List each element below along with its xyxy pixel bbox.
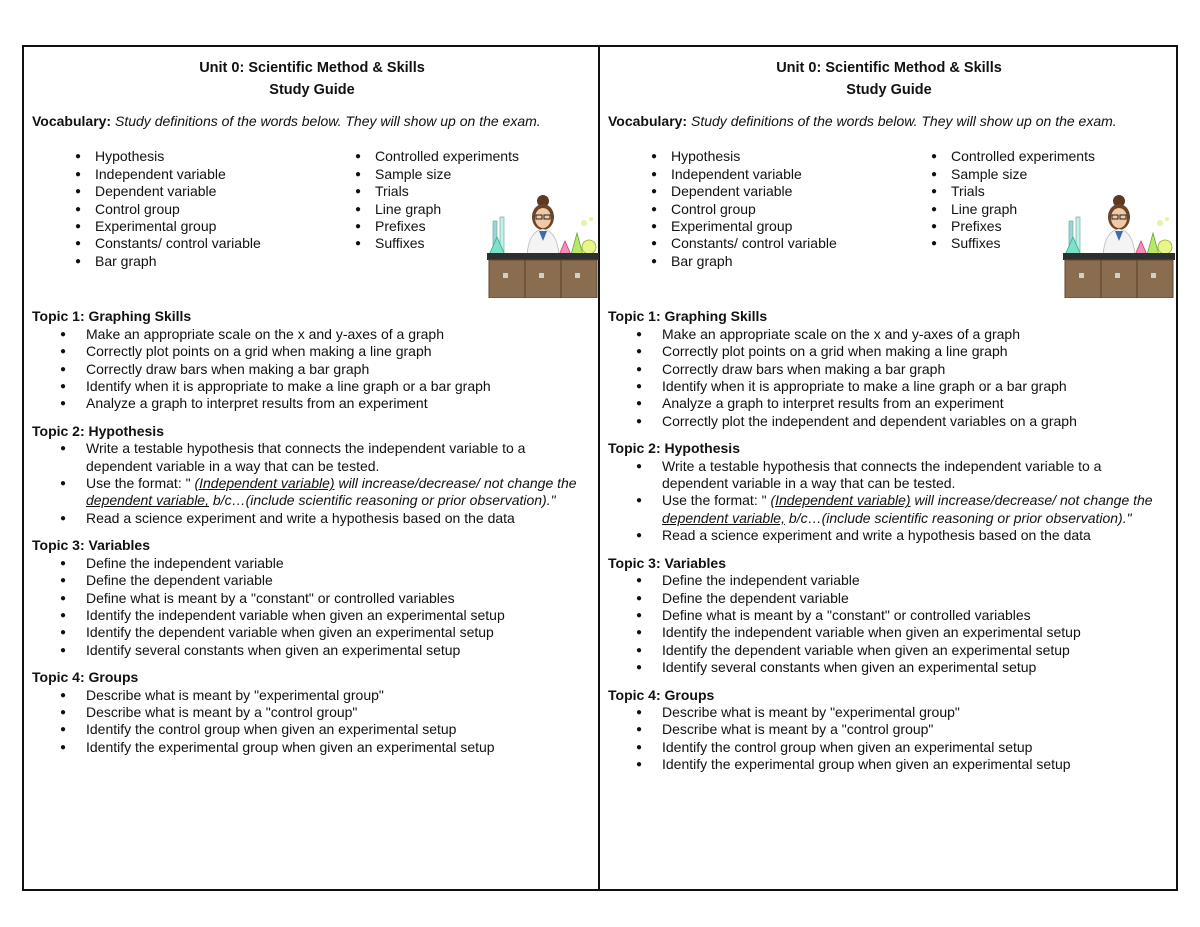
scientist-lab-illustration xyxy=(1063,193,1175,298)
topic-item: ● Define the dependent variable xyxy=(32,572,592,589)
topic-item: ● Define what is meant by a "constant" or controlled variables xyxy=(32,590,592,607)
vocabulary-word: ● Prefixes xyxy=(320,218,519,235)
topic-item-format xyxy=(32,475,592,510)
topic-list xyxy=(608,704,1170,774)
topic-variables xyxy=(32,537,592,659)
vocabulary-word: ● Prefixes xyxy=(896,218,1095,235)
vocabulary-word: ● Constants/ control variable xyxy=(616,235,837,252)
vocabulary-word: ● Experimental group xyxy=(616,218,837,235)
vocabulary-word: ● Suffixes xyxy=(896,235,1095,252)
topic-item: ● Write a testable hypothesis that connects the independent variable to a dependent variable in a way that can be tested. xyxy=(608,458,1170,493)
vocabulary-word: ● Experimental group xyxy=(40,218,261,235)
study-guide-sheet xyxy=(22,45,1178,891)
topic-item: ● Identify the experimental group when given an experimental setup xyxy=(608,756,1170,773)
topic-heading: Topic 1: Graphing Skills xyxy=(608,308,768,325)
panel-right xyxy=(600,47,1176,889)
format-middle: will increase/decrease/ not change the xyxy=(334,475,577,492)
topic-list xyxy=(32,687,592,757)
topic-heading: Topic 1: Graphing Skills xyxy=(32,308,192,325)
vocabulary-label: Vocabulary: xyxy=(608,113,688,129)
vocabulary-text: Study definitions of the words below. They will show up on the exam. xyxy=(111,113,541,129)
vocabulary-word: ● Trials xyxy=(896,183,1095,200)
format-dependent-variable: dependent variable, xyxy=(86,492,209,509)
format-suffix: b/c…(include scientific reasoning or prior observation)." xyxy=(785,509,1132,526)
format-prefix: Use the format: " xyxy=(86,475,195,492)
vocabulary-word: ● Line graph xyxy=(896,201,1095,218)
topic-item: ● Identify the control group when given an experimental setup xyxy=(608,739,1170,756)
vocabulary-word: ● Dependent variable xyxy=(616,183,837,200)
vocabulary-list xyxy=(32,148,592,298)
topic-item: ● Correctly draw bars when making a bar graph xyxy=(32,361,592,378)
vocabulary-word: ● Controlled experiments xyxy=(896,148,1095,165)
topic-list xyxy=(608,572,1170,676)
topic-item: ● Analyze a graph to interpret results from an experiment xyxy=(32,395,592,412)
topic-item: ● Identify when it is appropriate to make a line graph or a bar graph xyxy=(32,378,592,395)
vocabulary-word: ● Sample size xyxy=(896,166,1095,183)
vocabulary-word: ● Hypothesis xyxy=(40,148,261,165)
topic-graphing-skills xyxy=(608,308,1170,430)
topic-item: ● Make an appropriate scale on the x and y-axes of a graph xyxy=(608,326,1170,343)
format-middle: will increase/decrease/ not change the xyxy=(910,492,1153,509)
topic-list xyxy=(608,326,1170,430)
topic-list xyxy=(32,440,592,527)
vocabulary-instruction xyxy=(608,113,1170,130)
topic-item: ● Describe what is meant by "experimental group" xyxy=(32,687,592,704)
topic-item: ● Make an appropriate scale on the x and y-axes of a graph xyxy=(32,326,592,343)
topic-heading: Topic 3: Variables xyxy=(608,554,727,571)
topic-item: ● Define the independent variable xyxy=(32,555,592,572)
vocabulary-word: ● Controlled experiments xyxy=(320,148,519,165)
topic-item: ● Identify when it is appropriate to make a line graph or a bar graph xyxy=(608,378,1170,395)
topic-groups xyxy=(32,669,592,756)
vocabulary-word: ● Independent variable xyxy=(40,166,261,183)
title-line-2: Study Guide xyxy=(846,82,932,98)
topic-item-format xyxy=(608,492,1170,527)
topic-item: ● Correctly plot points on a grid when making a line graph xyxy=(608,343,1170,360)
topic-graphing-skills xyxy=(32,308,592,412)
vocabulary-word: ● Sample size xyxy=(320,166,519,183)
topic-item: ● Read a science experiment and write a hypothesis based on the data xyxy=(608,527,1170,544)
topic-item: ● Identify the dependent variable when given an experimental setup xyxy=(32,624,592,641)
format-prefix: Use the format: " xyxy=(662,492,771,509)
topic-item: ● Identify the independent variable when given an experimental setup xyxy=(608,624,1170,641)
topic-heading: Topic 2: Hypothesis xyxy=(32,422,164,439)
topic-heading: Topic 4: Groups xyxy=(608,686,715,703)
topic-hypothesis xyxy=(32,423,592,527)
topic-hypothesis xyxy=(608,440,1170,544)
topic-item: ● Correctly plot points on a grid when making a line graph xyxy=(32,343,592,360)
vocabulary-word: ● Line graph xyxy=(320,201,519,218)
page-title xyxy=(32,57,592,101)
panel-left xyxy=(24,47,600,889)
topic-heading: Topic 3: Variables xyxy=(32,537,151,554)
topic-item: ● Analyze a graph to interpret results from an experiment xyxy=(608,395,1170,412)
topic-item: ● Identify several constants when given an experimental setup xyxy=(608,659,1170,676)
topic-item: ● Identify the dependent variable when given an experimental setup xyxy=(608,642,1170,659)
vocabulary-column-1 xyxy=(40,148,261,270)
topic-item: ● Write a testable hypothesis that connects the independent variable to a dependent variable in a way that can be tested. xyxy=(32,440,592,475)
title-line-1: Unit 0: Scientific Method & Skills xyxy=(776,60,1002,76)
topic-item: ● Define what is meant by a "constant" or controlled variables xyxy=(608,607,1170,624)
topic-list xyxy=(32,555,592,659)
vocabulary-list xyxy=(608,148,1170,298)
scientist-lab-illustration xyxy=(487,193,599,298)
topic-item: ● Describe what is meant by a "control group" xyxy=(32,704,592,721)
topic-item: ● Identify the control group when given an experimental setup xyxy=(32,721,592,738)
topic-list xyxy=(608,458,1170,545)
vocabulary-text: Study definitions of the words below. They will show up on the exam. xyxy=(687,113,1117,129)
format-independent-variable: (Independent variable) xyxy=(194,475,335,492)
format-suffix: b/c…(include scientific reasoning or prior observation)." xyxy=(209,492,556,509)
topic-item: ● Correctly plot the independent and dependent variables on a graph xyxy=(608,413,1170,430)
topic-item: ● Identify the experimental group when given an experimental setup xyxy=(32,739,592,756)
topic-item: ● Define the independent variable xyxy=(608,572,1170,589)
topic-item: ● Correctly draw bars when making a bar graph xyxy=(608,361,1170,378)
format-dependent-variable: dependent variable, xyxy=(662,509,785,526)
topic-item: ● Describe what is meant by "experimental group" xyxy=(608,704,1170,721)
vocabulary-word: ● Control group xyxy=(616,201,837,218)
vocabulary-word: ● Trials xyxy=(320,183,519,200)
topic-groups xyxy=(608,687,1170,774)
vocabulary-word: ● Suffixes xyxy=(320,235,519,252)
vocabulary-column-1 xyxy=(616,148,837,270)
format-independent-variable: (Independent variable) xyxy=(770,492,911,509)
vocabulary-word: ● Bar graph xyxy=(40,253,261,270)
page-title xyxy=(608,57,1170,101)
topic-item: ● Identify the independent variable when given an experimental setup xyxy=(32,607,592,624)
vocabulary-word: ● Bar graph xyxy=(616,253,837,270)
vocabulary-word: ● Control group xyxy=(40,201,261,218)
title-line-2: Study Guide xyxy=(269,82,355,98)
vocabulary-instruction xyxy=(32,113,592,130)
vocabulary-word: ● Constants/ control variable xyxy=(40,235,261,252)
vocabulary-word: ● Hypothesis xyxy=(616,148,837,165)
topic-item: ● Identify several constants when given an experimental setup xyxy=(32,642,592,659)
vocabulary-label: Vocabulary: xyxy=(32,113,112,129)
topic-item: ● Define the dependent variable xyxy=(608,590,1170,607)
topic-variables xyxy=(608,555,1170,677)
topic-heading: Topic 2: Hypothesis xyxy=(608,440,740,457)
topic-heading: Topic 4: Groups xyxy=(32,669,139,686)
vocabulary-word: ● Dependent variable xyxy=(40,183,261,200)
title-line-1: Unit 0: Scientific Method & Skills xyxy=(199,60,425,76)
topic-item: ● Read a science experiment and write a hypothesis based on the data xyxy=(32,510,592,527)
topic-list xyxy=(32,326,592,413)
topic-item: ● Describe what is meant by a "control group" xyxy=(608,721,1170,738)
vocabulary-word: ● Independent variable xyxy=(616,166,837,183)
